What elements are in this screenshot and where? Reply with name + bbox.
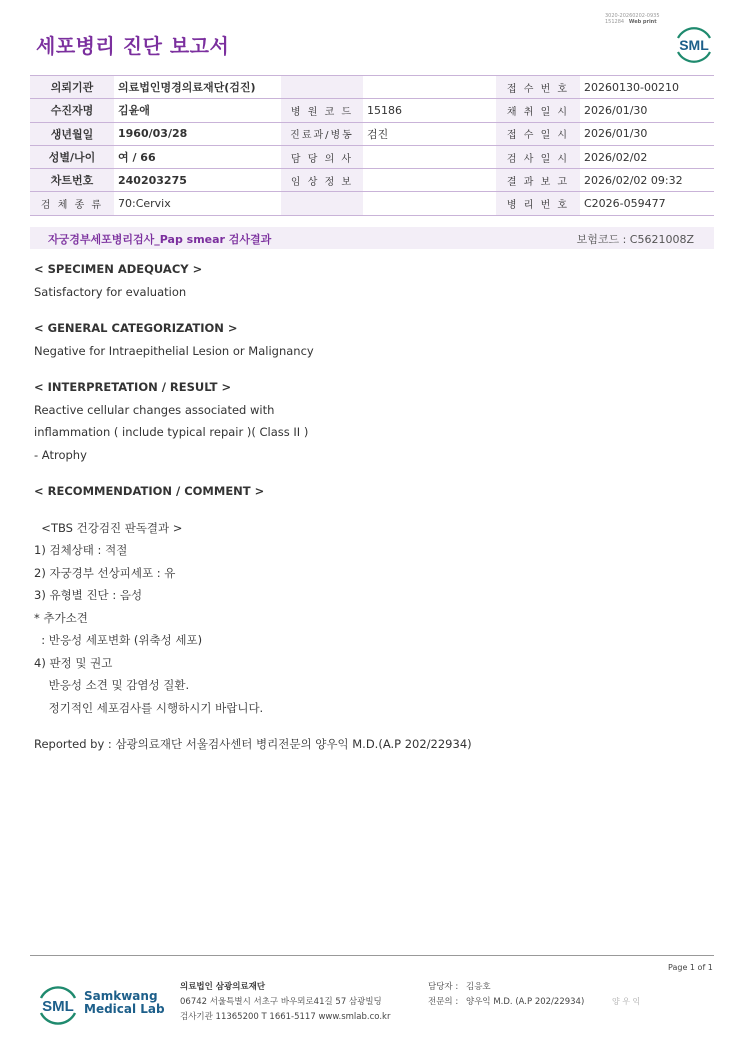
recommendation-line: 1) 검체상태 : 적절 <box>34 543 128 557</box>
info-value: 2026/01/30 <box>580 122 714 145</box>
info-value: 1960/03/28 <box>114 122 281 145</box>
web-print-stamp <box>605 13 660 25</box>
info-row <box>30 145 714 168</box>
recommendation-heading: < RECOMMENDATION / COMMENT > <box>34 484 265 498</box>
recommendation-line: 4) 판정 및 권고 <box>34 655 113 670</box>
info-row <box>30 192 714 215</box>
insurance-code: 보험코드 : C5621008Z <box>576 233 694 246</box>
info-label: 생년월일 <box>30 122 114 145</box>
page-number: Page 1 of 1 <box>668 963 713 972</box>
info-value: 2026/02/02 <box>580 145 714 168</box>
info-value: 20260130-00210 <box>580 76 714 99</box>
doctor-label: 전문의 : <box>428 997 459 1007</box>
info-value: 검진 <box>363 122 496 145</box>
recommendation-line: : 반응성 세포변화 (위축성 세포) <box>34 633 203 647</box>
info-label <box>281 192 363 215</box>
info-label: 수진자명 <box>30 99 114 122</box>
patient-info-table <box>30 75 714 216</box>
info-label: 임 상 정 보 <box>281 169 363 192</box>
recommendation-line: 반응성 소견 및 감염성 질환. <box>34 678 190 692</box>
svg-text:SML: SML <box>679 37 709 53</box>
info-value: 70:Cervix <box>114 192 281 215</box>
org-address: 06742 서울특별시 서초구 바우뫼로41길 57 삼광빌딩 <box>180 997 382 1007</box>
info-label: 성별/나이 <box>30 145 114 168</box>
info-row <box>30 76 714 99</box>
staff-name: 김응호 <box>466 982 491 992</box>
info-value: C2026-059477 <box>580 192 714 215</box>
web-print-number: 151284 <box>605 19 625 25</box>
web-print-id: 3020-20260202-0935 <box>605 13 660 19</box>
footer-divider <box>30 955 714 956</box>
general-categorization-text: Negative for Intraepithelial Lesion or Malignancy <box>34 343 314 358</box>
info-label: 차트번호 <box>30 169 114 192</box>
info-label: 의뢰기관 <box>30 76 114 99</box>
org-info <box>180 980 390 1025</box>
sml-footer-logo-icon <box>36 980 80 1028</box>
info-label <box>281 76 363 99</box>
sml-logo-icon <box>672 22 716 66</box>
org-name: 의료법인 삼광의료재단 <box>180 982 266 992</box>
info-label: 검 체 종 류 <box>30 192 114 215</box>
info-label: 접 수 일 시 <box>496 122 580 145</box>
exam-title-bar <box>30 227 714 249</box>
page-title: 세포병리 진단 보고서 <box>36 34 230 58</box>
recommendation-line: <TBS 건강검진 판독결과 > <box>34 520 183 535</box>
info-label: 검 사 일 시 <box>496 145 580 168</box>
info-value: 15186 <box>363 99 496 122</box>
staff-label: 담당자 : <box>428 982 459 992</box>
info-value: 의료법인명경의료재단(검진) <box>114 76 281 99</box>
info-value: 2026/02/02 09:32 <box>580 169 714 192</box>
svg-text:SML: SML <box>42 998 74 1015</box>
info-label: 채 취 일 시 <box>496 99 580 122</box>
info-label: 진료과/병동 <box>281 122 363 145</box>
info-value: 여 / 66 <box>114 145 281 168</box>
interpretation-line: Reactive cellular changes associated with <box>34 402 275 417</box>
doctor-signature: 양 우 익 <box>612 997 641 1006</box>
exam-title: 자궁경부세포병리검사_Pap smear 검사결과 <box>48 233 272 246</box>
org-contact: 검사기관 11365200 T 1661-5117 www.smlab.co.kr <box>180 1012 391 1022</box>
info-label: 담 당 의 사 <box>281 145 363 168</box>
reported-by: Reported by : 삼광의료재단 서울검사센터 병리전문의 양우익 M.D.(A.P 202/22934) <box>34 737 472 751</box>
info-label: 접 수 번 호 <box>496 76 580 99</box>
report-body <box>34 262 684 760</box>
info-label: 병 원 코 드 <box>281 99 363 122</box>
info-value <box>363 169 496 192</box>
recommendation-line: 정기적인 세포검사를 시행하시기 바랍니다. <box>34 700 264 715</box>
info-value: 240203275 <box>114 169 281 192</box>
staff-info <box>428 980 584 1010</box>
info-value <box>363 76 496 99</box>
info-row <box>30 99 714 122</box>
brand-name: Samkwang Medical Lab <box>84 989 165 1016</box>
general-categorization-heading: < GENERAL CATEGORIZATION > <box>34 321 238 335</box>
info-row <box>30 169 714 192</box>
info-row <box>30 122 714 145</box>
info-label: 결 과 보 고 <box>496 169 580 192</box>
info-value <box>363 192 496 215</box>
interpretation-heading: < INTERPRETATION / RESULT > <box>34 380 232 394</box>
recommendation-line: 3) 유형별 진단 : 음성 <box>34 588 143 602</box>
recommendation-line: * 추가소견 <box>34 610 88 625</box>
recommendation-line: 2) 자궁경부 선상피세포 : 유 <box>34 565 176 580</box>
interpretation-line: - Atrophy <box>34 447 87 462</box>
info-value: 2026/01/30 <box>580 99 714 122</box>
doctor-name: 양우익 M.D. (A.P 202/22934) <box>466 997 585 1007</box>
info-value: 김윤애 <box>114 99 281 122</box>
specimen-adequacy-text: Satisfactory for evaluation <box>34 284 187 299</box>
interpretation-line: inflammation ( include typical repair )( Class II ) <box>34 425 309 439</box>
info-value <box>363 145 496 168</box>
specimen-adequacy-heading: < SPECIMEN ADEQUACY > <box>34 262 203 276</box>
web-print-label: Web print <box>628 19 657 25</box>
info-label: 병 리 번 호 <box>496 192 580 215</box>
